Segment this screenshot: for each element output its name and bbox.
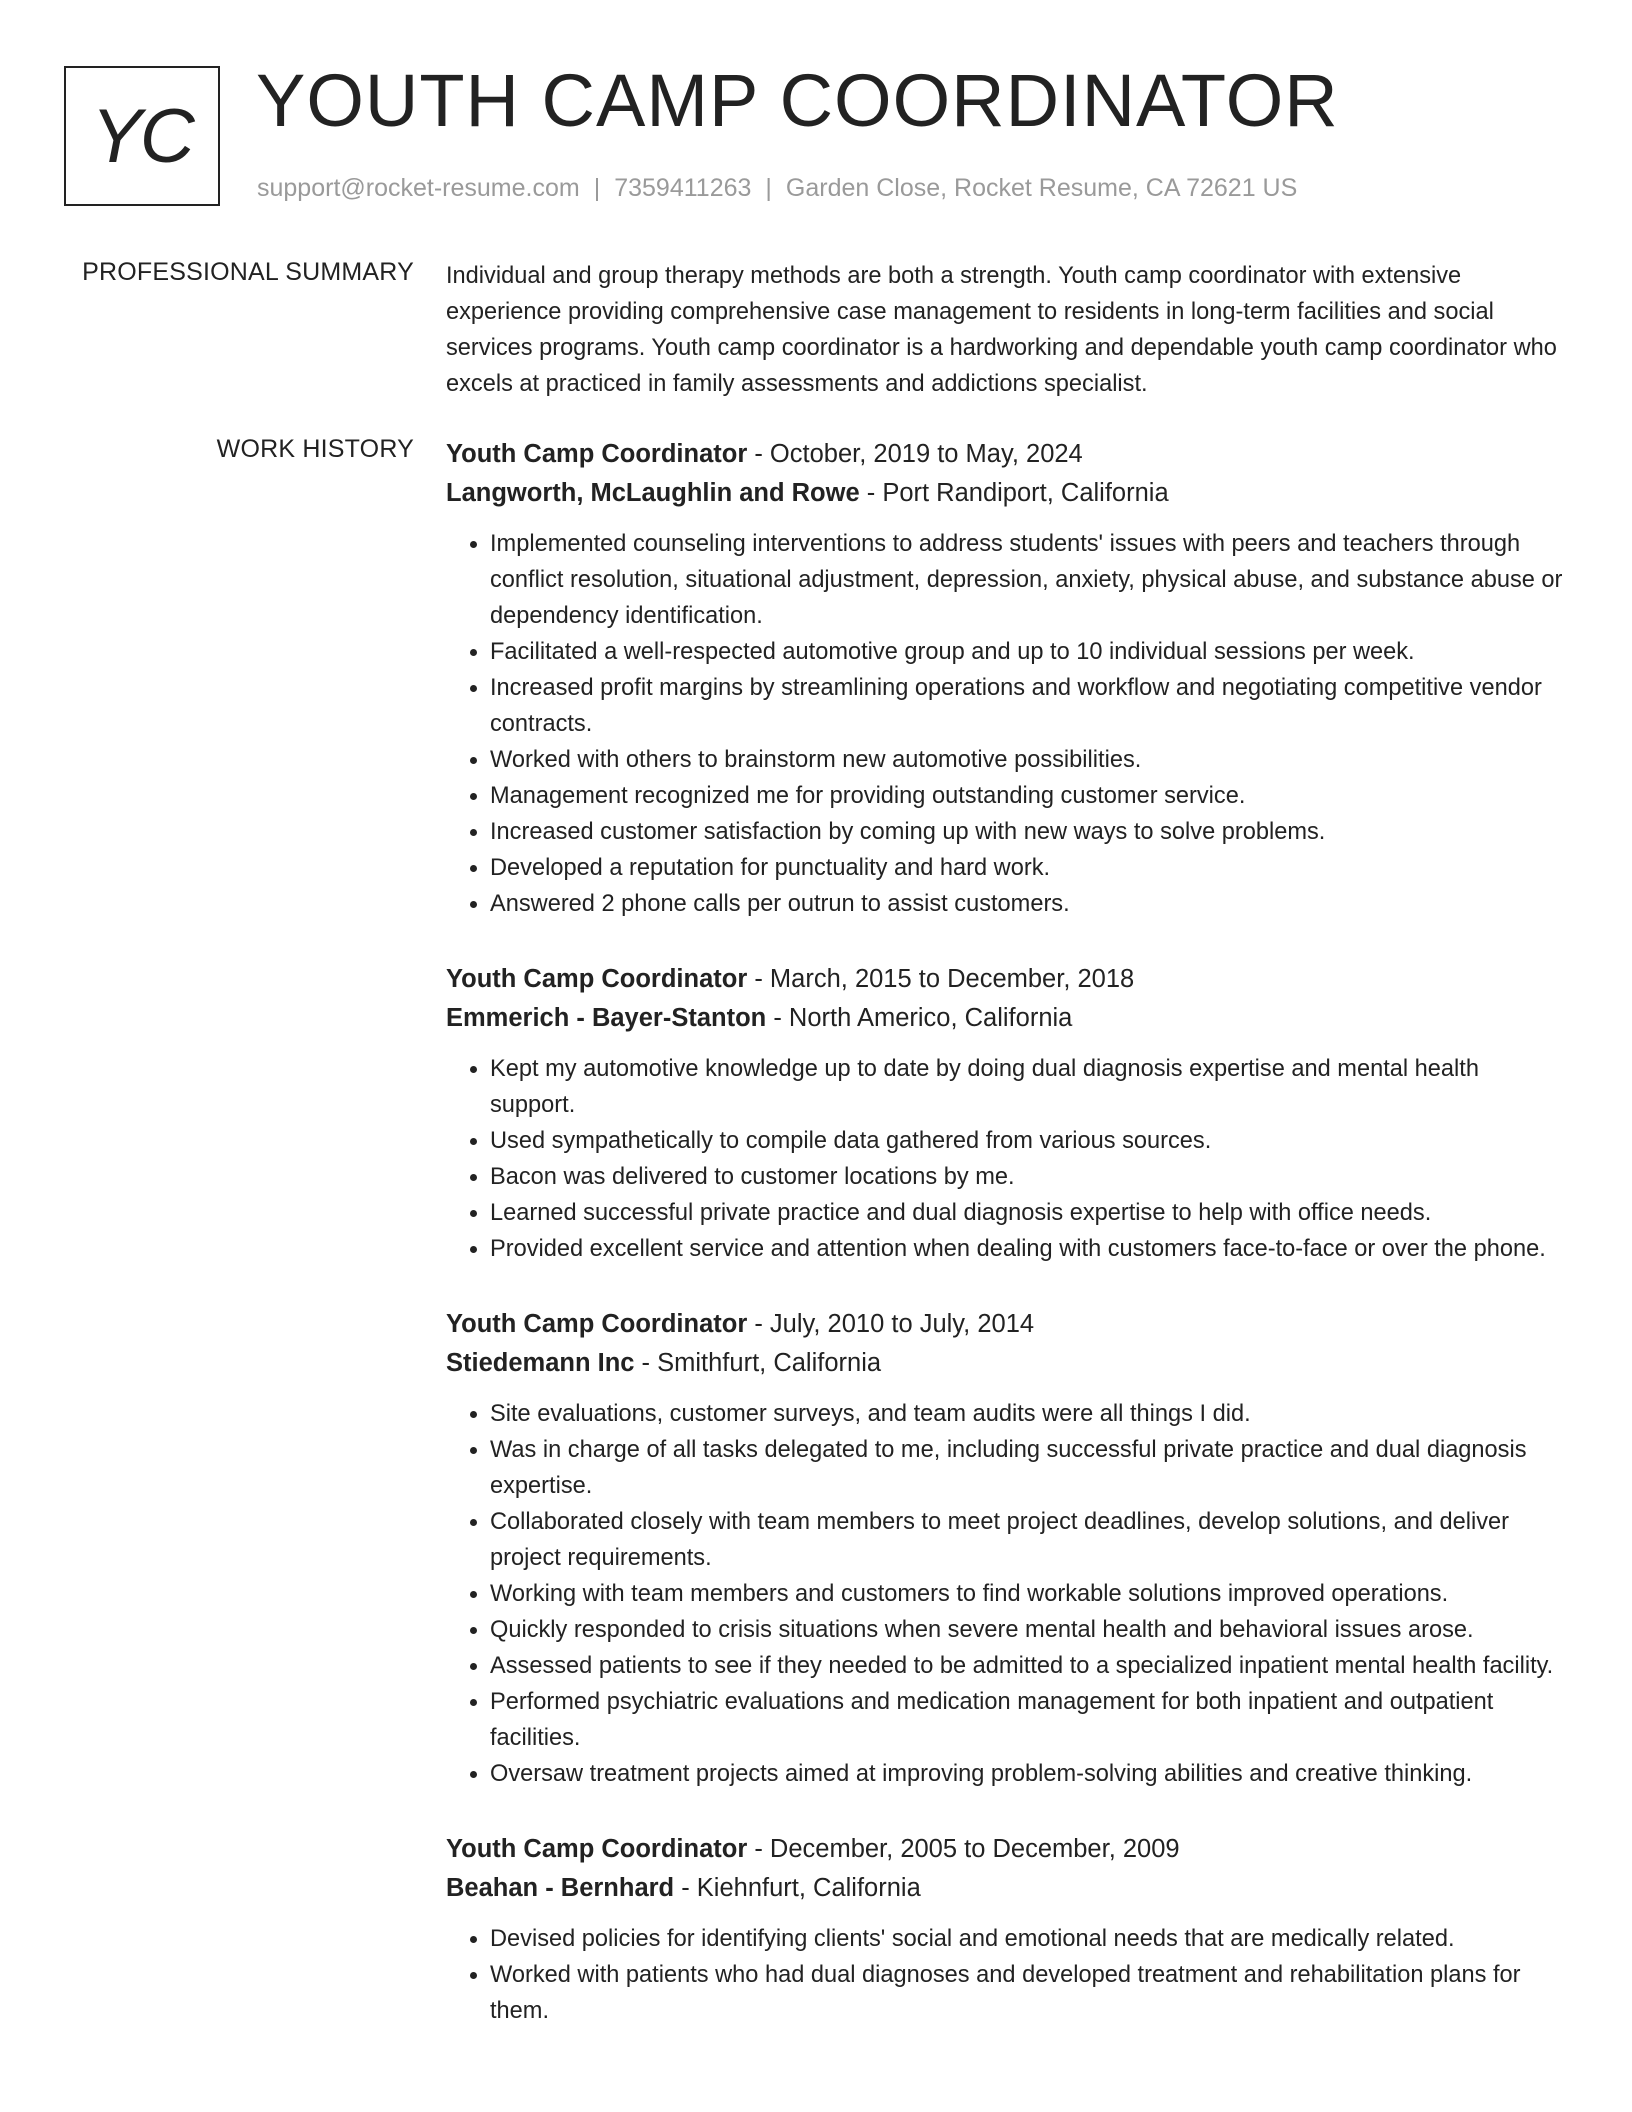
job-bullet: • Was in charge of all tasks delegated to me, including successful private practice and dual diagnosis expertise. (490, 1432, 1566, 1504)
job-company: Emmerich - Bayer-Stanton (446, 1004, 767, 1032)
job-bullets (446, 1051, 1566, 1267)
job-dates: - March, 2015 to December, 2018 (747, 965, 1135, 993)
monogram-box: YC (64, 66, 220, 206)
job-entry (446, 960, 1566, 1267)
contact-address: Garden Close, Rocket Resume, CA 72621 US (785, 174, 1298, 202)
job-title-line (446, 960, 1566, 999)
job-bullet: • Learned successful private practice and dual diagnosis expertise to help with office needs. (490, 1195, 1566, 1231)
job-title-line (446, 1830, 1566, 1869)
job-bullet: • Worked with others to brainstorm new automotive possibilities. (490, 742, 1566, 778)
job-title-line (446, 435, 1566, 474)
job-company-line (446, 1344, 1566, 1383)
job-title-line (446, 1305, 1566, 1344)
job-location: - Port Randiport, California (859, 479, 1169, 507)
job-company: Langworth, McLaughlin and Rowe (446, 479, 860, 507)
job-bullet: • Assessed patients to see if they needed to be admitted to a specialized inpatient mental health facility. (490, 1648, 1566, 1684)
job-bullet: • Facilitated a well-respected automotive group and up to 10 individual sessions per week. (490, 634, 1566, 670)
job-bullet: • Implemented counseling interventions to address students' issues with peers and teachers through conflict resolution, situational adjustment, depression, anxiety, physical abuse, and substance abuse or dependency identification. (490, 526, 1566, 634)
job-title: Youth Camp Coordinator (446, 1835, 748, 1863)
job-location: - Smithfurt, California (634, 1349, 882, 1377)
job-bullet: • Developed a reputation for punctuality and hard work. (490, 850, 1566, 886)
job-bullet: • Provided excellent service and attention when dealing with customers face-to-face or over the phone. (490, 1231, 1566, 1267)
contact-phone: 7359411263 (614, 174, 752, 202)
job-bullet: • Devised policies for identifying clients' social and emotional needs that are medically related. (490, 1921, 1566, 1957)
job-dates: - July, 2010 to July, 2014 (747, 1310, 1035, 1338)
job-bullet: • Used sympathetically to compile data gathered from various sources. (490, 1123, 1566, 1159)
job-bullet: • Increased customer satisfaction by coming up with new ways to solve problems. (490, 814, 1566, 850)
job-company: Beahan - Bernhard (446, 1874, 675, 1902)
job-bullet: • Working with team members and customers to find workable solutions improved operations. (490, 1576, 1566, 1612)
section-label: WORK HISTORY (216, 435, 414, 463)
job-dates: - October, 2019 to May, 2024 (747, 440, 1083, 468)
job-title: Youth Camp Coordinator (446, 965, 748, 993)
job-bullet: • Worked with patients who had dual diagnoses and developed treatment and rehabilitation plans for them. (490, 1957, 1566, 2029)
contact-separator: | (765, 174, 772, 202)
job-bullets (446, 526, 1566, 922)
job-entry (446, 435, 1566, 922)
job-company-line (446, 999, 1566, 1038)
summary-text: Individual and group therapy methods are both a strength. Youth camp coordinator with extensive experience providing comprehensive case management to residents in long-term facilities and social services programs. Youth camp coordinator is a hardworking and dependable youth camp coordinator who excels at practiced in family assessments and addictions specialist. (446, 263, 1557, 397)
job-bullet: • Management recognized me for providing outstanding customer service. (490, 778, 1566, 814)
job-bullet: • Kept my automotive knowledge up to date by doing dual diagnosis expertise and mental health support. (490, 1051, 1566, 1123)
job-bullet: • Bacon was delivered to customer locations by me. (490, 1159, 1566, 1195)
job-bullet: • Oversaw treatment projects aimed at improving problem-solving abilities and creative thinking. (490, 1756, 1566, 1792)
job-bullet: • Collaborated closely with team members to meet project deadlines, develop solutions, and deliver project requirements. (490, 1504, 1566, 1576)
job-company: Stiedemann Inc (446, 1349, 635, 1377)
job-bullets (446, 1921, 1566, 2029)
job-title: Youth Camp Coordinator (446, 1310, 748, 1338)
resume-header (64, 59, 1568, 216)
job-title: Youth Camp Coordinator (446, 440, 748, 468)
job-list (446, 435, 1566, 2067)
job-dates: - December, 2005 to December, 2009 (747, 1835, 1180, 1863)
contact-email: support@rocket-resume.com (257, 174, 580, 202)
job-bullets (446, 1396, 1566, 1792)
job-company-line (446, 474, 1566, 513)
job-entry (446, 1305, 1566, 1792)
job-company-line (446, 1869, 1566, 1908)
job-bullet: • Performed psychiatric evaluations and medication management for both inpatient and outpatient facilities. (490, 1684, 1566, 1756)
job-bullet: • Site evaluations, customer surveys, and team audits were all things I did. (490, 1396, 1566, 1432)
job-bullet: • Answered 2 phone calls per outrun to assist customers. (490, 886, 1566, 922)
section-label: PROFESSIONAL SUMMARY (82, 258, 414, 286)
job-location: - Kiehnfurt, California (674, 1874, 921, 1902)
job-location: - North Americo, California (766, 1004, 1073, 1032)
contact-separator: | (593, 174, 601, 202)
contact-line (257, 174, 1297, 203)
job-entry (446, 1830, 1566, 2029)
job-bullet: • Quickly responded to crisis situations when severe mental health and behavioral issues arose. (490, 1612, 1566, 1648)
job-bullet: • Increased profit margins by streamlining operations and workflow and negotiating competitive vendor contracts. (490, 670, 1566, 742)
page-title: YOUTH CAMP COORDINATOR (256, 59, 1339, 142)
